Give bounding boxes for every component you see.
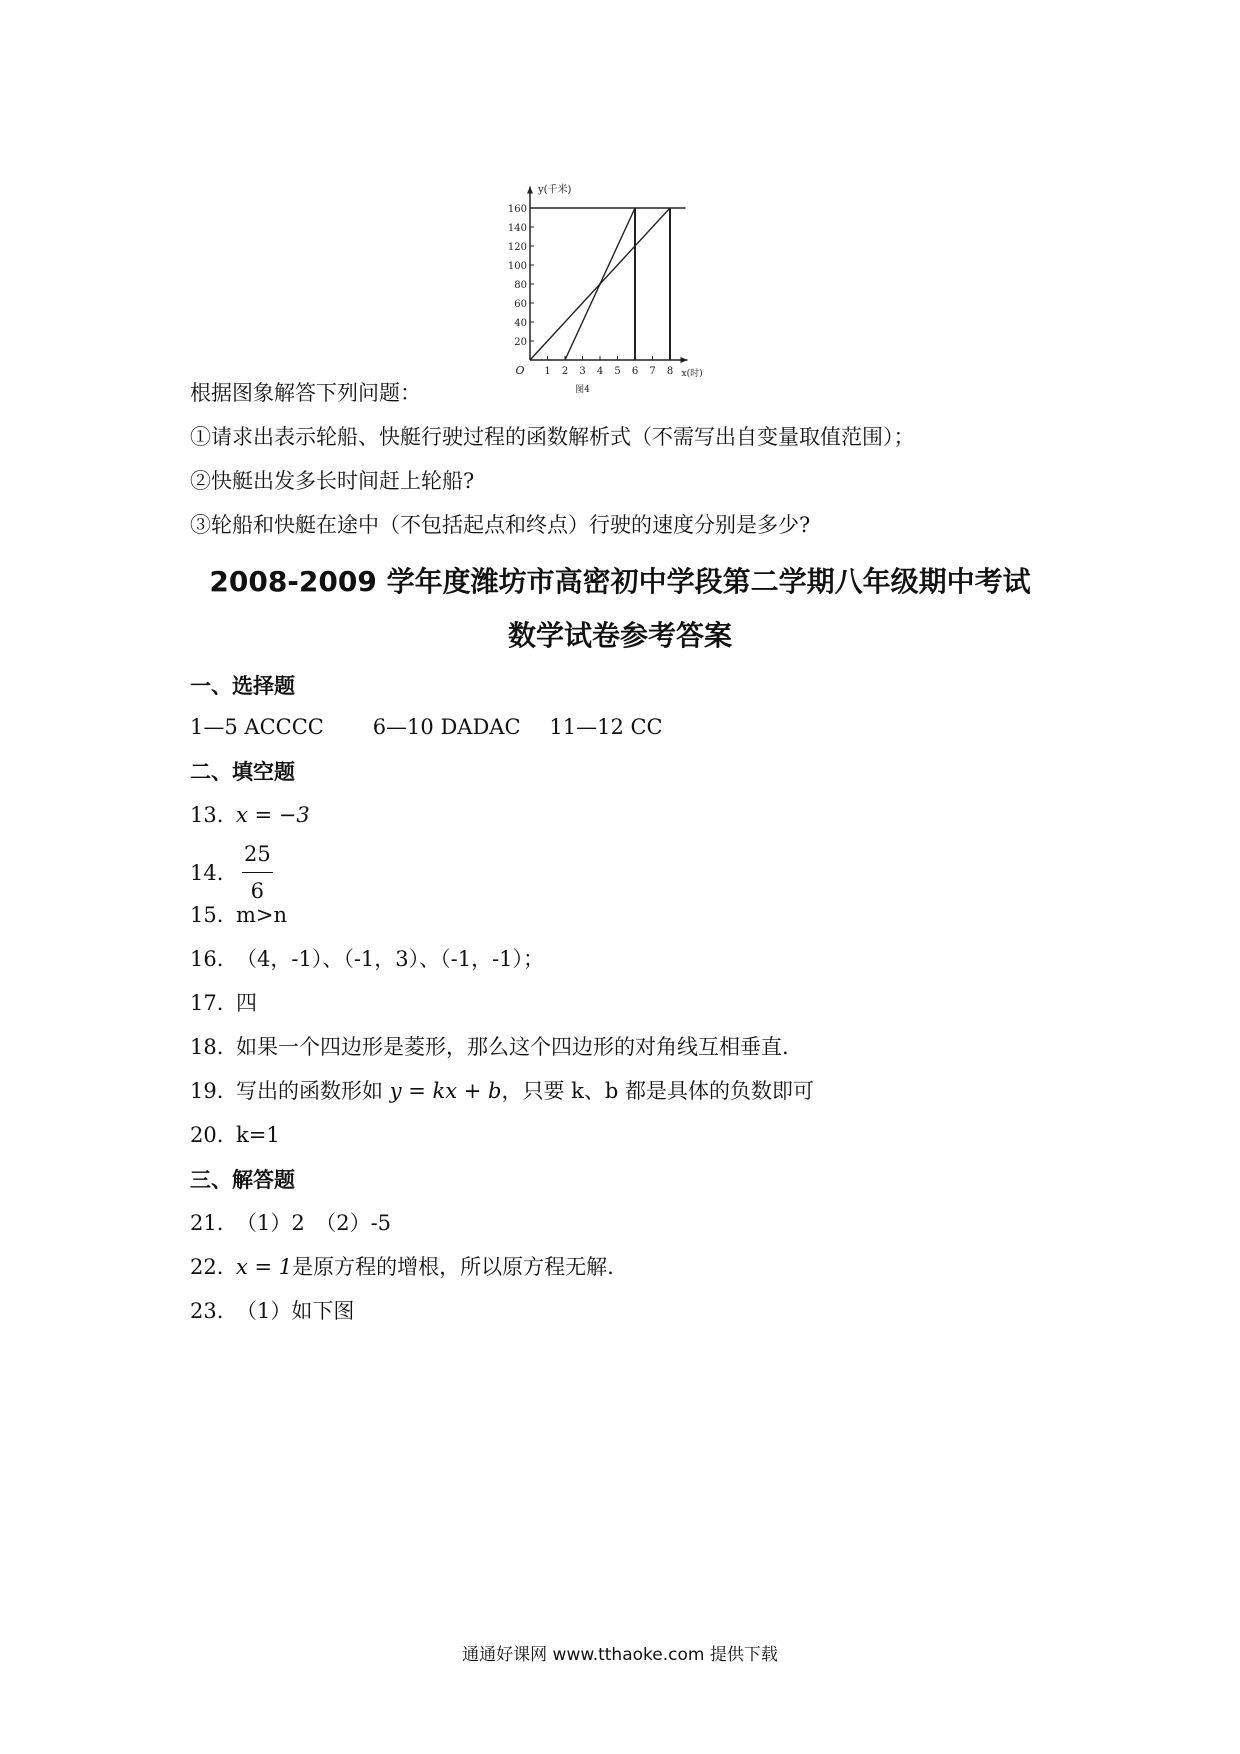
- y-tick-label: 20: [514, 337, 527, 348]
- answer-formula: x = 1: [236, 1255, 293, 1279]
- graph-svg: [500, 160, 750, 410]
- x-tick-label: 3: [579, 366, 586, 377]
- x-tick-label: 7: [649, 366, 656, 377]
- x-axis-label: x(时): [681, 369, 703, 379]
- answer-number: 17.: [190, 991, 224, 1015]
- answer-number: 16.: [190, 947, 224, 971]
- answer-text: m>n: [236, 903, 288, 927]
- choice-answers: [190, 712, 663, 742]
- section-solve: 三、解答题: [190, 1168, 295, 1192]
- y-axis-arrow: [527, 187, 533, 194]
- question-1: ①请求出表示轮船、快艇行驶过程的函数解析式（不需写出自变量取值范围）；: [190, 425, 915, 449]
- answer-text: 如果一个四边形是菱形，那么这个四边形的对角线互相垂直.: [236, 1035, 789, 1059]
- answer-number: 13.: [190, 803, 224, 827]
- question-intro: 根据图象解答下列问题：: [190, 381, 421, 405]
- answer-number: 15.: [190, 903, 224, 927]
- x-axis-arrow: [681, 357, 688, 363]
- choice-group-3: 11—12 CC: [549, 715, 663, 739]
- y-tick-label: 140: [507, 223, 527, 234]
- x-tick-label: 8: [666, 366, 674, 377]
- answer-15: [190, 900, 287, 930]
- answer-text-post: ，只要 k、b 都是具体的负数即可: [501, 1079, 814, 1103]
- answer-20: [190, 1120, 280, 1150]
- section-choice: 一、选择题: [190, 674, 295, 698]
- y-tick-label: 100: [507, 261, 527, 272]
- answer-text: 四: [236, 991, 257, 1015]
- boat-line: [565, 208, 635, 360]
- y-axis-label: y(千米): [538, 184, 572, 196]
- answer-formula: y = kx + b: [389, 1079, 502, 1103]
- answer-number: 20.: [190, 1123, 224, 1147]
- footer: 通通好课网 www.tthaoke.com 提供下载: [462, 1645, 778, 1665]
- figure-caption: 图4: [575, 385, 590, 395]
- fraction-denominator: 6: [250, 879, 265, 903]
- answer-text: 是原方程的增根，所以原方程无解.: [292, 1255, 614, 1279]
- x-tick-label: 1: [544, 366, 551, 377]
- answer-22: [190, 1252, 614, 1282]
- answer-number: 19.: [190, 1079, 224, 1103]
- x-tick-label: 6: [631, 366, 639, 377]
- answer-number: 23.: [190, 1299, 224, 1323]
- answer-18: [190, 1032, 789, 1062]
- answer-subtitle: 数学试卷参考答案: [507, 619, 732, 652]
- answer-number: 22.: [190, 1255, 224, 1279]
- answer-17: [190, 988, 257, 1018]
- answer-14: [190, 836, 273, 909]
- y-tick-label: 160: [507, 204, 527, 215]
- x-tick-label: 2: [561, 366, 569, 377]
- y-tick-label: 40: [514, 318, 527, 329]
- x-tick-label: 4: [596, 366, 604, 377]
- choice-group-1: 1—5 ACCCC: [190, 715, 324, 739]
- x-tick-label: 5: [614, 366, 621, 377]
- answer-formula: x = −3: [236, 803, 310, 827]
- answer-23: [190, 1296, 354, 1326]
- answer-21: [190, 1208, 391, 1238]
- answer-text: （1）如下图: [236, 1299, 355, 1323]
- fraction: [242, 836, 273, 909]
- answer-16: [190, 944, 544, 974]
- answer-number: 14.: [190, 860, 224, 885]
- fraction-numerator: 25: [242, 836, 273, 873]
- answer-text: k=1: [236, 1123, 280, 1147]
- y-tick-label: 120: [507, 242, 527, 253]
- choice-group-2: 6—10 DADAC: [372, 715, 521, 739]
- distance-time-graph: [500, 160, 750, 410]
- question-2: ②快艇出发多长时间赶上轮船?: [190, 469, 475, 493]
- answer-13: [190, 800, 310, 830]
- answer-number: 18.: [190, 1035, 224, 1059]
- answer-text: （1）2 （2）-5: [236, 1211, 392, 1235]
- answer-text-pre: 写出的函数形如: [236, 1079, 383, 1103]
- answer-19: [190, 1076, 814, 1106]
- answer-number: 21.: [190, 1211, 224, 1235]
- answer-text: （4，-1）、（-1，3）、（-1，-1）；: [236, 947, 545, 971]
- y-tick-label: 80: [514, 280, 527, 291]
- origin-label: O: [515, 364, 525, 377]
- y-tick-label: 60: [514, 299, 527, 310]
- answer-title: 2008-2009 学年度潍坊市高密初中学段第二学期八年级期中考试: [209, 565, 1031, 598]
- question-3: ③轮船和快艇在途中（不包括起点和终点）行驶的速度分别是多少?: [190, 513, 811, 537]
- section-fill: 二、填空题: [190, 760, 295, 784]
